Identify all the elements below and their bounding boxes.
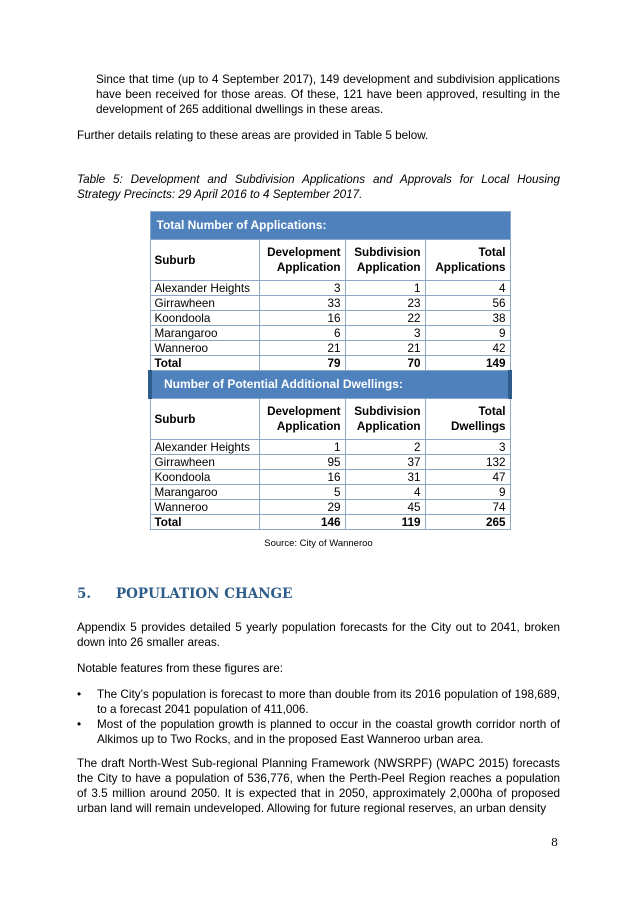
table-cell: Total (150, 515, 259, 530)
notable-features-paragraph: Notable features from these figures are: (77, 662, 283, 675)
table-cell: 79 (259, 356, 345, 371)
table-row (150, 440, 510, 455)
notable-features-list (77, 687, 560, 747)
table-total-row (150, 515, 510, 530)
table-section-title: Total Number of Applications: (150, 212, 510, 240)
table-cell: 3 (425, 440, 510, 455)
table-row (150, 296, 510, 311)
applications-table (148, 211, 512, 530)
table-source: Source: City of Wanneroo (264, 538, 373, 549)
table-cell: 16 (259, 311, 345, 326)
table-cell: 119 (345, 515, 425, 530)
table-cell: 146 (259, 515, 345, 530)
table-cell: Wanneroo (150, 341, 259, 356)
table-cell: 3 (345, 326, 425, 341)
table-section-band (150, 371, 510, 399)
table-cell: 3 (259, 281, 345, 296)
table-row (150, 485, 510, 500)
table-cell: 149 (425, 356, 510, 371)
table-cell: 21 (345, 341, 425, 356)
table-cell: 21 (259, 341, 345, 356)
table-cell: Marangaroo (150, 485, 259, 500)
bullet-icon: • (77, 718, 82, 731)
table-cell: 38 (425, 311, 510, 326)
column-header: Total Applications (425, 240, 510, 281)
table-cell: 2 (345, 440, 425, 455)
table-header-row (150, 399, 510, 440)
table-cell: 9 (425, 326, 510, 341)
table-cell: 74 (425, 500, 510, 515)
table-cell: 56 (425, 296, 510, 311)
table-cell: 4 (345, 485, 425, 500)
section-number: 5. (77, 586, 92, 602)
table-cell: 1 (259, 440, 345, 455)
table-row (150, 326, 510, 341)
table-cell: 23 (345, 296, 425, 311)
table-row (150, 311, 510, 326)
table-cell: 9 (425, 485, 510, 500)
table-cell: Girrawheen (150, 296, 259, 311)
table-section-band (150, 212, 510, 240)
table-caption: Table 5: Development and Subdivision Applications and Approvals for Local Housing Strategy Precincts: 29 April 2016 to 4 September 2017. (77, 173, 560, 201)
appendix-paragraph: Appendix 5 provides detailed 5 yearly population forecasts for the City out to 2041, broken down into 26 smaller areas. (77, 621, 560, 649)
table-reference-paragraph: Further details relating to these areas are provided in Table 5 below. (77, 129, 429, 142)
table-cell: 95 (259, 455, 345, 470)
table-cell: 132 (425, 455, 510, 470)
nwsrpf-paragraph: The draft North-West Sub-regional Planning Framework (NWSRPF) (WAPC 2015) forecasts the City to have a population of 536,776, when the Perth-Peel Region reaches a population of 3.5 million around 2050. It is expected that in 2050, approximately 2,000ha of proposed urban land will remain undeveloped. Allowing for future regional reserves, an urban density (77, 757, 560, 815)
table-cell: 33 (259, 296, 345, 311)
column-header: Subdivision Application (345, 240, 425, 281)
table-cell: Koondoola (150, 470, 259, 485)
section-title: POPULATION CHANGE (116, 586, 293, 602)
table-cell: 70 (345, 356, 425, 371)
table-cell: 5 (259, 485, 345, 500)
table-row (150, 470, 510, 485)
table-cell: Girrawheen (150, 455, 259, 470)
bullet-icon: • (77, 688, 82, 701)
table-cell: 265 (425, 515, 510, 530)
table-section-title: Number of Potential Additional Dwellings: (150, 371, 510, 399)
table-row (150, 341, 510, 356)
intro-paragraph: Since that time (up to 4 September 2017), 149 development and subdivision applications have been received for those areas. Of these, 121 have been approved, resulting in the development of 265 additional dwellings in these areas. (96, 73, 560, 116)
section-heading (77, 586, 292, 602)
table-cell: Wanneroo (150, 500, 259, 515)
column-header: Development Application (259, 399, 345, 440)
table-cell: 37 (345, 455, 425, 470)
table-cell: Marangaroo (150, 326, 259, 341)
table-cell: 31 (345, 470, 425, 485)
column-header: Suburb (150, 399, 259, 440)
table-cell: 45 (345, 500, 425, 515)
table-cell: Alexander Heights (150, 440, 259, 455)
table-cell: 16 (259, 470, 345, 485)
table-cell: 42 (425, 341, 510, 356)
table-row (150, 455, 510, 470)
table-cell: Total (150, 356, 259, 371)
column-header: Total Dwellings (425, 399, 510, 440)
table-cell: 6 (259, 326, 345, 341)
page-number: 8 (551, 836, 558, 849)
table-cell: Koondoola (150, 311, 259, 326)
table-cell: 29 (259, 500, 345, 515)
table-cell: 4 (425, 281, 510, 296)
list-item: • Most of the population growth is planned to occur in the coastal growth corridor north of Alkimos up to Two Rocks, and in the proposed East Wanneroo urban area. (77, 718, 560, 746)
table-cell: 1 (345, 281, 425, 296)
table-cell: Alexander Heights (150, 281, 259, 296)
column-header: Subdivision Application (345, 399, 425, 440)
table-row (150, 500, 510, 515)
table-cell: 22 (345, 311, 425, 326)
table-cell: 47 (425, 470, 510, 485)
column-header: Development Application (259, 240, 345, 281)
column-header: Suburb (150, 240, 259, 281)
table-header-row (150, 240, 510, 281)
table-total-row (150, 356, 510, 371)
list-item: • The City’s population is forecast to more than double from its 2016 population of 198,689, to a forecast 2041 population of 411,006. (77, 688, 560, 716)
table-row (150, 281, 510, 296)
